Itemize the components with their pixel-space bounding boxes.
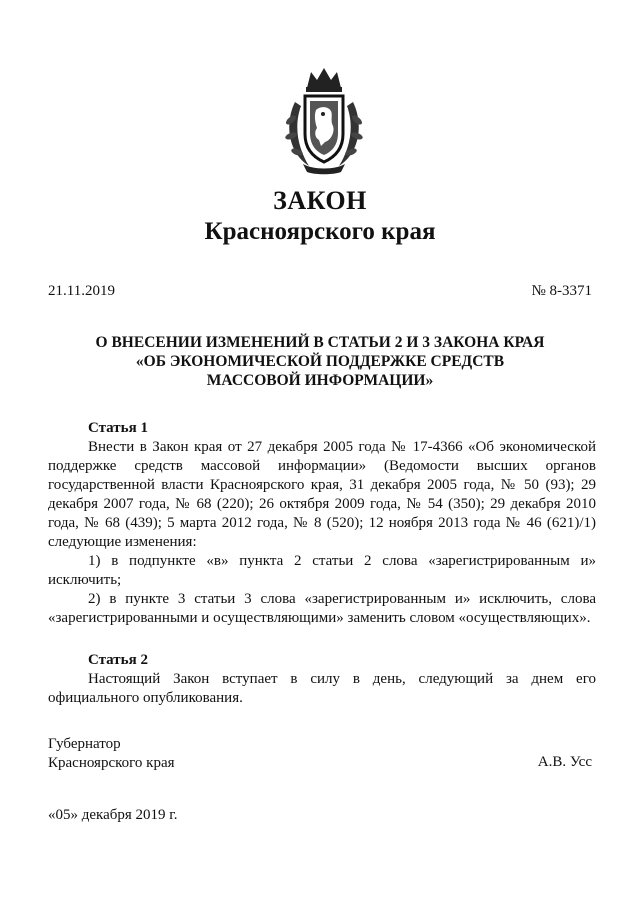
signatory-name: А.В. Усс <box>537 754 592 770</box>
article-2 <box>48 651 596 708</box>
law-date: 21.11.2019 <box>48 283 115 299</box>
law-heading-line: «ОБ ЭКОНОМИЧЕСКОЙ ПОДДЕРЖКЕ СРЕДСТВ <box>135 353 505 370</box>
law-number: № 8-3371 <box>531 283 592 299</box>
article-1 <box>48 419 596 628</box>
article-1-title: Статья 1 <box>88 420 148 436</box>
document-subtitle: Красноярского края <box>204 218 436 245</box>
article-1-item-2: 2) в пункте 3 статьи 3 слова «зарегистрированным и» исключить, слова «зарегистрированными и осуществляющими» заменить словом «осуществляющих». <box>48 591 596 626</box>
signatory-position-line: Губернатор <box>48 736 121 752</box>
signatory-position-line: Красноярского края <box>48 755 175 771</box>
article-2-title: Статья 2 <box>88 652 148 668</box>
document-title: ЗАКОН <box>273 186 367 215</box>
signatory-position <box>48 735 175 773</box>
law-heading-line: МАССОВОЙ ИНФОРМАЦИИ» <box>206 372 434 389</box>
law-heading-line: О ВНЕСЕНИИ ИЗМЕНЕНИЙ В СТАТЬИ 2 И 3 ЗАКОНА КРАЯ <box>95 334 545 351</box>
article-1-item-1: 1) в подпункте «в» пункта 2 статьи 2 слова «зарегистрированным и» исключить; <box>48 553 596 588</box>
law-heading <box>0 333 640 390</box>
article-2-text: Настоящий Закон вступает в силу в день, следующий за днем его официального опубликования. <box>48 671 596 706</box>
article-1-intro: Внести в Закон края от 27 декабря 2005 года № 17-4366 «Об экономической поддержке средств массовой информации» (Ведомости высших органов государственной власти Красноярского края, 31 декабря 2005 года, № 50 (93); 29 декабря 2007 года, № 68 (220); 26 октября 2009 года, № 54 (350); 29 декабря 2010 года, № 68 (439); 5 марта 2012 года, № 8 (520); 12 ноября 2013 года № 46 (621)/1) следующие изменения: <box>48 439 596 550</box>
signing-date: «05» декабря 2019 г. <box>48 807 178 823</box>
coat-of-arms-icon <box>277 62 371 176</box>
